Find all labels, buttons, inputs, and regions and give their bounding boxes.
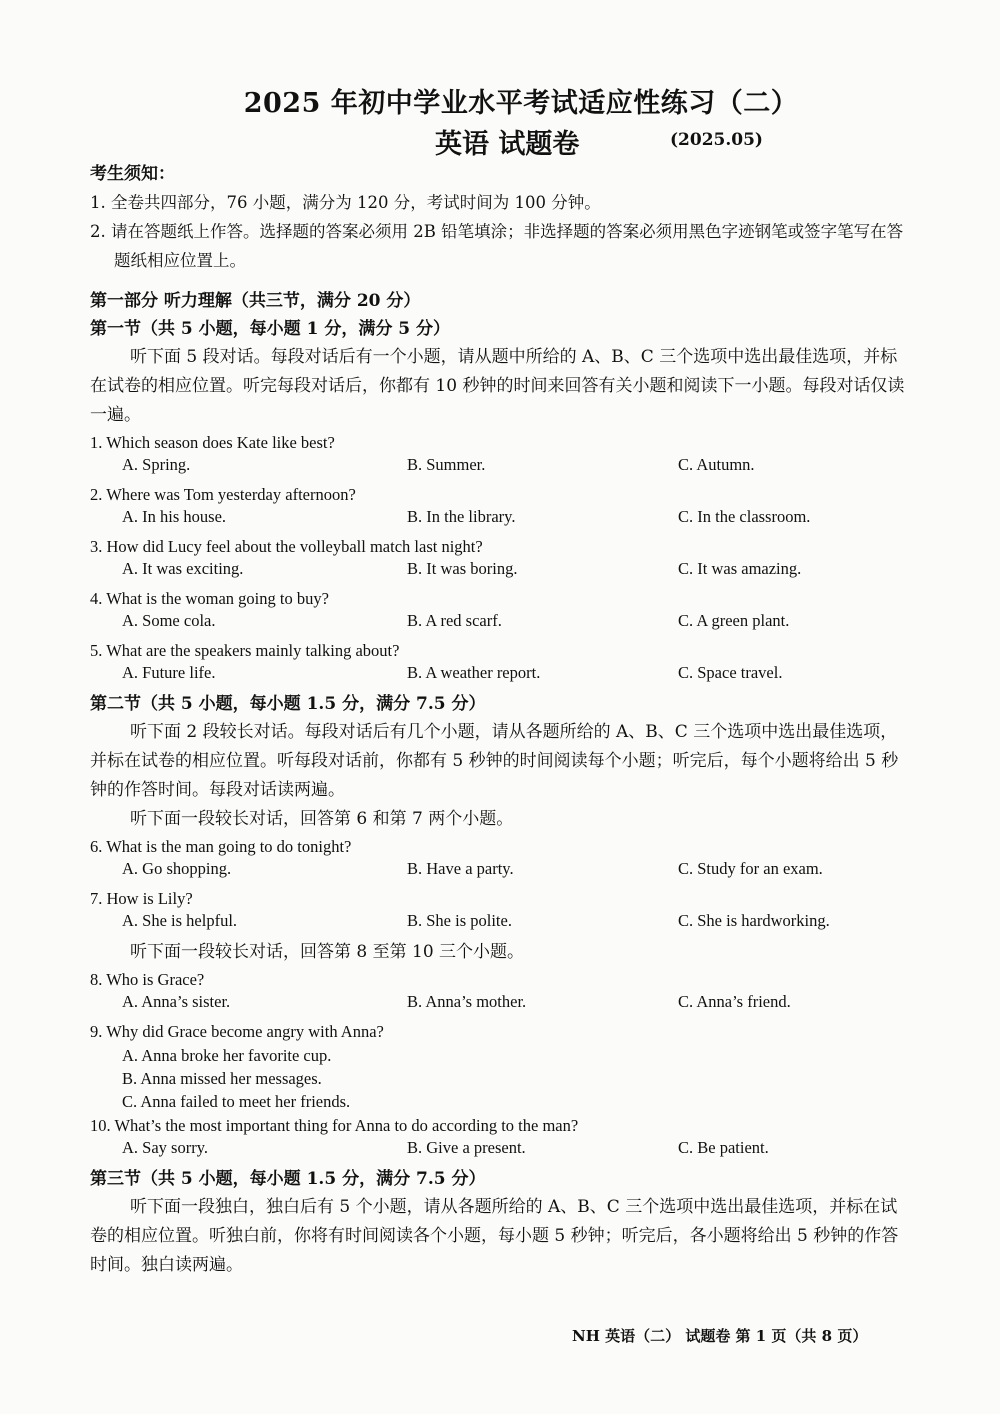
options-row xyxy=(90,663,912,690)
option-a: A. Go shopping. xyxy=(122,859,232,878)
option-c: C. Anna failed to meet her friends. xyxy=(122,1092,351,1111)
option-c: C. A green plant. xyxy=(678,611,790,630)
options-row xyxy=(90,1138,912,1165)
option-b: B. She is polite. xyxy=(407,911,512,930)
question-2: 2. Where was Tom yesterday afternoon? xyxy=(90,485,356,504)
section2-intro-2: 听下面一段较长对话，回答第 8 至第 10 三个小题。 xyxy=(130,942,525,962)
option-c: C. It was amazing. xyxy=(678,559,802,578)
notice-item: 2. 请在答题纸上作答。选择题的答案必须用 2B 铅笔填涂；非选择题的答案必须用黑色字迹钢笔或签字笔写在答题纸相应位置上。 xyxy=(90,222,904,270)
options-row xyxy=(90,455,912,482)
question-10: 10. What’s the most important thing for Anna to do according to the man? xyxy=(90,1116,579,1135)
question-4: 4. What is the woman going to buy? xyxy=(90,589,329,608)
option-c: C. In the classroom. xyxy=(678,507,811,526)
section3-heading: 第三节（共 5 小题，每小题 1.5 分，满分 7.5 分） xyxy=(90,1169,486,1189)
option-a: A. Anna’s sister. xyxy=(122,992,231,1011)
option-a: A. It was exciting. xyxy=(122,559,244,578)
option-a: A. In his house. xyxy=(122,507,227,526)
options-row xyxy=(90,507,912,534)
section2-intro-1: 听下面一段较长对话，回答第 6 和第 7 两个小题。 xyxy=(130,809,514,829)
question-5: 5. What are the speakers mainly talking about? xyxy=(90,641,400,660)
exam-subtitle: 英语 试题卷 xyxy=(435,129,580,160)
option-a: A. Spring. xyxy=(122,455,191,474)
options-row xyxy=(90,611,912,638)
option-b: B. In the library. xyxy=(407,507,516,526)
question-3: 3. How did Lucy feel about the volleyball match last night? xyxy=(90,537,483,556)
notice-heading: 考生须知： xyxy=(90,164,175,184)
option-c: C. Study for an exam. xyxy=(678,859,823,878)
option-c: C. Be patient. xyxy=(678,1138,769,1157)
option-b: B. Have a party. xyxy=(407,859,514,878)
option-b: B. A red scarf. xyxy=(407,611,502,630)
option-c: C. Anna’s friend. xyxy=(678,992,791,1011)
option-a: A. Some cola. xyxy=(122,611,216,630)
options-row xyxy=(90,559,912,586)
options-row xyxy=(90,859,912,886)
option-a: A. Anna broke her favorite cup. xyxy=(122,1046,332,1065)
page-title: 2025 年初中学业水平考试适应性练习（二） xyxy=(243,88,799,119)
question-9: 9. Why did Grace become angry with Anna? xyxy=(90,1022,384,1041)
option-b: B. A weather report. xyxy=(407,663,541,682)
section2-instructions: 听下面 2 段较长对话。每段对话后有几个小题，请从各题所给的 A、B、C 三个选项中选出最佳选项，并标在试卷的相应位置。听每段对话前，你都有 5 秒钟的时间阅读每个小题；听完后，每个小题将给出 5 秒钟的作答时间。每段对话读两遍。 xyxy=(90,722,899,800)
option-a: A. Future life. xyxy=(122,663,216,682)
section1-heading: 第一节（共 5 小题，每小题 1 分，满分 5 分） xyxy=(90,319,450,339)
exam-date: (2025.05) xyxy=(670,130,763,150)
section1-instructions: 听下面 5 段对话。每段对话后有一个小题，请从题中所给的 A、B、C 三个选项中选出最佳选项，并标在试卷的相应位置。听完每段对话后，你都有 10 秒钟的时间来回答有关小题和阅读下一小题。每段对话仅读一遍。 xyxy=(90,347,905,425)
option-a: A. Say sorry. xyxy=(122,1138,209,1157)
option-c: C. Autumn. xyxy=(678,455,755,474)
section2-heading: 第二节（共 5 小题，每小题 1.5 分，满分 7.5 分） xyxy=(90,694,486,714)
option-b: B. Give a present. xyxy=(407,1138,526,1157)
question-7: 7. How is Lily? xyxy=(90,889,193,908)
options-row xyxy=(90,992,912,1019)
page-footer: NH 英语（二） 试题卷 第 1 页（共 8 页） xyxy=(572,1327,868,1345)
option-a: A. She is helpful. xyxy=(122,911,238,930)
question-1: 1. Which season does Kate like best? xyxy=(90,433,335,452)
question-6: 6. What is the man going to do tonight? xyxy=(90,837,352,856)
question-8: 8. Who is Grace? xyxy=(90,970,205,989)
option-b: B. It was boring. xyxy=(407,559,518,578)
options-row xyxy=(90,911,912,938)
option-c: C. She is hardworking. xyxy=(678,911,830,930)
option-b: B. Summer. xyxy=(407,455,486,474)
option-b: B. Anna missed her messages. xyxy=(122,1069,322,1088)
part1-heading: 第一部分 听力理解（共三节，满分 20 分） xyxy=(90,291,421,311)
section3-instructions: 听下面一段独白，独白后有 5 个小题，请从各题所给的 A、B、C 三个选项中选出最佳选项，并标在试卷的相应位置。听独白前，你将有时间阅读各个小题，每小题 5 秒钟；听完后，各小题将给出 5 秒钟的作答时间。独白读两遍。 xyxy=(90,1197,899,1275)
option-c: C. Space travel. xyxy=(678,663,783,682)
option-b: B. Anna’s mother. xyxy=(407,992,527,1011)
notice-item: 1. 全卷共四部分，76 小题，满分为 120 分，考试时间为 100 分钟。 xyxy=(90,193,601,212)
subtitle-row xyxy=(90,122,912,158)
